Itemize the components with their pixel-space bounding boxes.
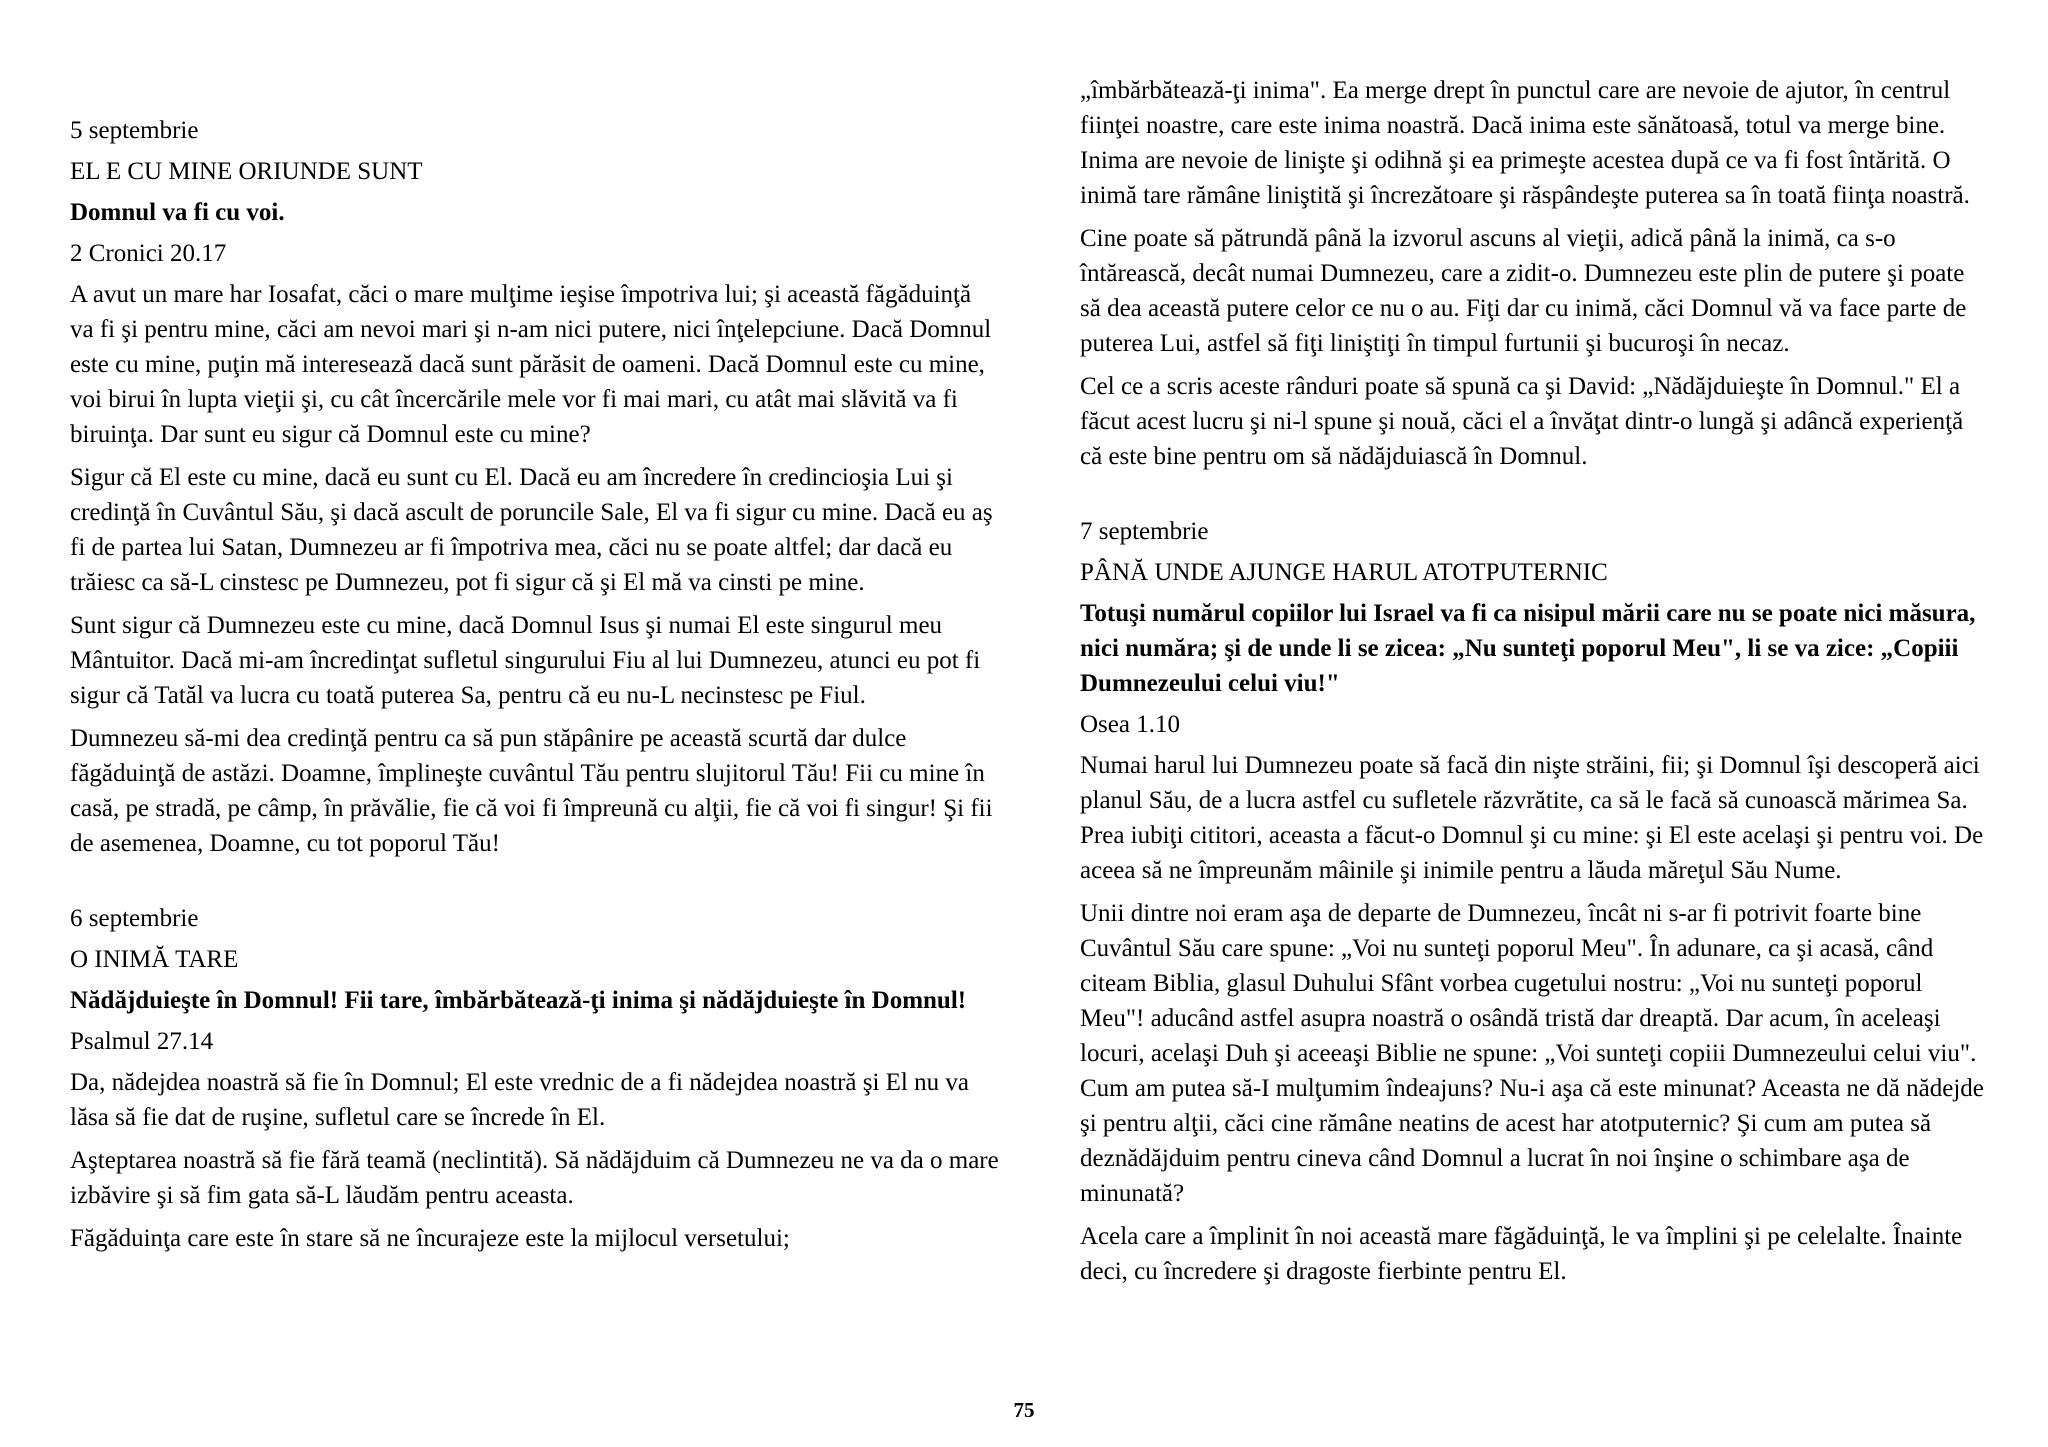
- entry-reference: Osea 1.10: [1080, 711, 1180, 738]
- devotional-entry-sept-6: [70, 901, 1000, 1256]
- entry-title: O INIMĂ TARE: [70, 946, 239, 973]
- entry-verse: Domnul va fi cu voi.: [70, 199, 285, 226]
- right-column: [1080, 0, 1990, 1297]
- entry-reference: Psalmul 27.14: [70, 1028, 214, 1055]
- entry-paragraph: Dumnezeu să-mi dea credinţă pentru ca să pun stăpânire pe această scurtă dar dulce făgăduinţă de astăzi. Doamne, împlineşte cuvântul Tău pentru slujitorul Tău! Fii cu mine în casă, pe stradă, pe câmp, în prăvălie, fie că voi fi împreună cu alţii, fie că voi fi singur! Şi fii de asemenea, Doamne, cu tot poporul Tău!: [70, 725, 993, 857]
- devotional-entry-sept-7: [1080, 514, 1990, 1289]
- entry-date: 6 septembrie: [70, 905, 199, 932]
- devotional-entry-sept-5: [70, 113, 1000, 861]
- entry-paragraph: Numai harul lui Dumnezeu poate să facă din nişte străini, fii; şi Domnul îşi descoperă aici planul Său, de a lucra astfel cu sufletele răzvrătite, ca să le facă să cunoască mărimea Sa. Prea iubiţi cititori, aceasta a făcut-o Domnul şi cu mine: şi El este acelaşi şi pentru voi. De aceea să ne împreunăm mâinile şi inimile pentru a lăuda măreţul Său Nume.: [1080, 752, 1984, 884]
- entry-paragraph: A avut un mare har Iosafat, căci o mare mulţime ieşise împotriva lui; şi această făgăduinţă va fi şi pentru mine, căci am nevoi mari şi n-am nici putere, nici înţelepciune. Dacă Domnul este cu mine, puţin mă interesează dacă sunt părăsit de oameni. Dacă Domnul este cu mine, voi birui în lupta vieţii şi, cu cât încercările mele vor fi mai mari, cu atât mai slăvită va fi biruinţa. Dar sunt eu sigur că Domnul este cu mine?: [70, 281, 992, 448]
- devotional-entry-sept-6-continued: [1080, 73, 1990, 474]
- entry-verse: Nădăjduieşte în Domnul! Fii tare, îmbărbătează-ţi inima şi nădăjduieşte în Domnul!: [70, 987, 967, 1014]
- entry-verse: Totuşi numărul copiilor lui Israel va fi ca nisipul mării care nu se poate nici măsura, nici număra; şi de unde li se zicea: „Nu sunteţi poporul Meu", li se va zice: „Copiii Dumnezeului celui viu!": [1080, 600, 1976, 697]
- entry-reference: 2 Cronici 20.17: [70, 240, 227, 267]
- entry-separator: [70, 869, 1000, 901]
- entry-date: 5 septembrie: [70, 117, 199, 144]
- entry-paragraph: Da, nădejdea noastră să fie în Domnul; El este vrednic de a fi nădejdea noastră şi El nu va lăsa să fie dat de ruşine, sufletul care se încrede în El.: [70, 1069, 969, 1131]
- entry-paragraph: Cine poate să pătrundă până la izvorul ascuns al vieţii, adică până la inimă, ca s-o întărească, decât numai Dumnezeu, care a zidit-o. Dumnezeu este plin de putere şi poate să dea această putere celor ce nu o au. Fiţi dar cu inimă, căci Domnul vă va face parte de puterea Lui, astfel să fiţi liniştiţi în timpul furtunii şi bucuroşi în necaz.: [1080, 225, 1967, 357]
- entry-paragraph: Unii dintre noi eram aşa de departe de Dumnezeu, încât ni s-ar fi potrivit foarte bine Cuvântul Său care spune: „Voi nu sunteţi poporul Meu". În adunare, ca şi acasă, când citeam Biblia, glasul Duhului Sfânt vorbea cugetului nostru: „Voi nu sunteţi poporul Meu"! aducând astfel asupra noastră o osândă tristă dar dreaptă. Dar acum, în aceleaşi locuri, acelaşi Duh şi aceeaşi Biblie ne spune: „Voi sunteţi copiii Dumnezeului celui viu". Cum am putea să-I mulţumim îndeajuns? Nu-i aşa că este minunat? Aceasta ne dă nădejde şi pentru alţii, căci cine rămâne neatins de acest har atotputernic? Şi cum am putea să deznădăjduim pentru cineva când Domnul a lucrat în noi înşine o schimbare aşa de minunată?: [1080, 900, 1984, 1207]
- entry-title: PÂNĂ UNDE AJUNGE HARUL ATOTPUTERNIC: [1080, 559, 1608, 586]
- entry-separator: [1080, 482, 1990, 514]
- page-number: 75: [1013, 1398, 1035, 1422]
- entry-paragraph: Cel ce a scris aceste rânduri poate să spună ca şi David: „Nădăjduieşte în Domnul." El a făcut acest lucru şi ni-l spune şi nouă, căci el a învăţat dintr-o lungă şi adâncă experienţă că este bine pentru om să nădăjduiască în Domnul.: [1080, 373, 1964, 470]
- entry-paragraph: Sigur că El este cu mine, dacă eu sunt cu El. Dacă eu am încredere în credincioşia Lui şi credinţă în Cuvântul Său, şi dacă ascult de poruncile Sale, El va fi sigur cu mine. Dacă eu aş fi de partea lui Satan, Dumnezeu ar fi împotriva mea, căci nu se poate altfel; dar dacă eu trăiesc ca să-L cinstesc pe Dumnezeu, pot fi sigur că şi El mă va cinsti pe mine.: [70, 464, 993, 596]
- entry-paragraph: Acela care a împlinit în noi această mare făgăduinţă, le va împlini şi pe celelalte. Înainte deci, cu încredere şi dragoste fierbinte pentru El.: [1080, 1223, 1963, 1285]
- entry-paragraph: Făgăduinţa care este în stare să ne încurajeze este la mijlocul versetului;: [70, 1225, 790, 1252]
- entry-paragraph: Sunt sigur că Dumnezeu este cu mine, dacă Domnul Isus şi numai El este singurul meu Mântuitor. Dacă mi-am încredinţat sufletul singurului Fiu al lui Dumnezeu, atunci eu pot fi sigur că Tatăl va lucra cu toată puterea Sa, pentru că eu nu-L necinstesc pe Fiul.: [70, 612, 981, 709]
- entry-paragraph: Aşteptarea noastră să fie fără teamă (neclintită). Să nădăjduim că Dumnezeu ne va da o mare izbăvire şi să fim gata să-L lăudăm pentru aceasta.: [70, 1147, 999, 1209]
- entry-title: EL E CU MINE ORIUNDE SUNT: [70, 158, 423, 185]
- entry-paragraph: „îmbărbătează-ţi inima". Ea merge drept în punctul care are nevoie de ajutor, în centrul fiinţei noastre, care este inima noastră. Dacă inima este sănătoasă, totul va merge bine. Inima are nevoie de linişte şi odihnă şi ea primeşte acestea după ce va fi fost întărită. O inimă tare rămâne liniştită şi încrezătoare şi răspândeşte puterea sa în toată fiinţa noastră.: [1080, 77, 1970, 209]
- entry-date: 7 septembrie: [1080, 518, 1209, 545]
- left-column: [70, 0, 1000, 1264]
